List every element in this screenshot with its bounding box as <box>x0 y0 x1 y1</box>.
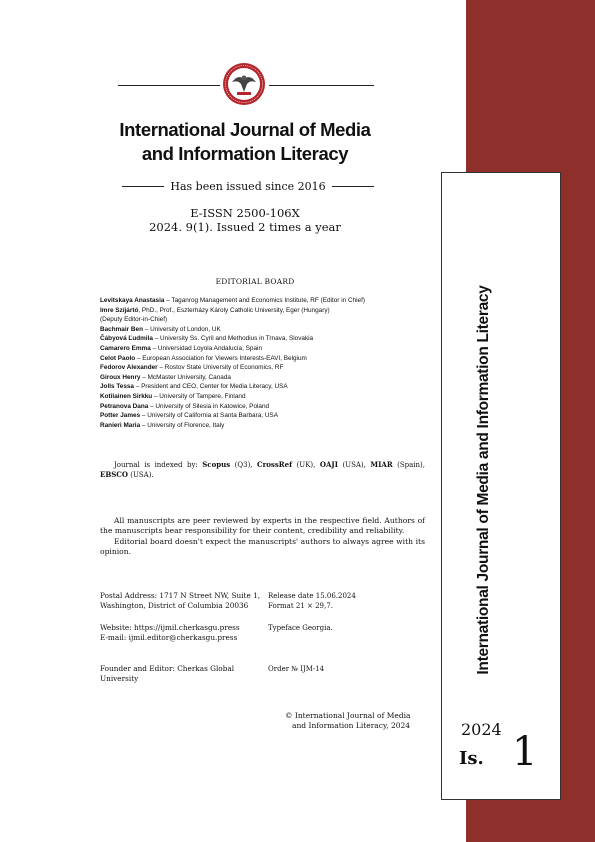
university-seal-logo <box>222 62 266 106</box>
board-member-affiliation: – University of London, UK <box>142 325 221 333</box>
index-database-name: OAJI <box>319 460 338 469</box>
board-member-name: Camarero Emma <box>100 344 151 352</box>
postal-line2: Washington, District of Columbia 20036 <box>100 601 249 610</box>
side-year: 2024 <box>461 720 502 739</box>
board-member <box>100 296 430 306</box>
board-member-affiliation: – University Ss. Cyril and Methodius in Trnava, Slovakia <box>152 335 314 343</box>
website: Website: https://ijmil.cherkasgu.press <box>100 623 240 632</box>
board-member-name: Čábyová Ľudmila <box>100 335 153 343</box>
board-member-affiliation: – McMaster University, Canada <box>140 373 231 381</box>
index-database-name: CrossRef <box>257 460 293 469</box>
indexing-statement <box>100 460 425 480</box>
board-member <box>100 354 430 364</box>
board-member <box>100 306 430 316</box>
release-date: Release date 15.06.2024 <box>268 592 356 600</box>
founder-line2: University <box>100 674 139 683</box>
journal-title-line2: and Information Literacy <box>141 143 349 164</box>
side-journal-title: International Journal of Media and Information Literacy <box>475 285 492 675</box>
board-member-affiliation: , PhD., Prof., Eszterházy Károly Catholic University, Eger (Hungary) <box>138 306 330 314</box>
peer-review-paragraph-2: Editorial board doesn't expect the manuscripts' authors to always agree with its opinion. <box>100 536 425 556</box>
founder <box>100 664 234 684</box>
board-member <box>100 344 430 354</box>
board-member <box>100 411 430 421</box>
issn-block <box>110 206 380 234</box>
board-member-name: Giroux Henry <box>100 373 141 381</box>
board-member <box>100 315 430 325</box>
side-issue-label: Is. <box>459 748 484 769</box>
board-member-affiliation: – University of Tampere, Finland <box>152 392 246 400</box>
journal-title-line1: International Journal of Media <box>119 119 371 140</box>
board-member-name: Jolls Tessa <box>100 383 134 391</box>
index-database-note: (Spain), <box>392 461 426 469</box>
board-member <box>100 382 430 392</box>
board-member-affiliation: – President and CEO, Center for Media Literacy, USA <box>133 383 288 391</box>
board-member-name: Ranieri Maria <box>100 421 141 429</box>
issued-rule-right <box>332 186 374 187</box>
board-member-name: Kotilainen Sirkku <box>100 392 153 400</box>
board-member-name: Fedorov Alexander <box>100 364 158 372</box>
issue-line: 2024. 9(1). Issued 2 times a year <box>149 220 341 234</box>
editorial-board-list <box>100 296 430 430</box>
board-member-affiliation: – Universidad Loyola Andalucía, Spain <box>150 344 262 352</box>
order-number: Order № IJM-14 <box>268 665 325 673</box>
issued-rule-left <box>122 186 164 187</box>
founder-line1: Founder and Editor: Cherkas Global <box>100 664 235 673</box>
board-member <box>100 421 430 431</box>
board-member <box>100 363 430 373</box>
issued-since-row <box>122 178 374 194</box>
board-member <box>100 373 430 383</box>
copyright-line1: © International Journal of Media <box>285 711 411 720</box>
editorial-board-heading: EDITORIAL BOARD <box>215 277 295 286</box>
release-info <box>268 591 356 611</box>
contacts <box>100 623 240 643</box>
side-issue-number: 1 <box>512 729 538 775</box>
board-member-name: Celot Paolo <box>100 354 136 362</box>
index-database-note: (UK), <box>292 461 320 469</box>
postal-line1: Postal Address: 1717 N Street NW, Suite 1, <box>100 591 261 600</box>
board-member <box>100 325 430 335</box>
board-member <box>100 392 430 402</box>
indexed-prefix: Journal is indexed by: <box>114 461 203 469</box>
board-member-affiliation: – University of Florence, Italy <box>140 421 225 429</box>
board-member-affiliation: – University of Silesia in Katowice, Poland <box>148 402 270 410</box>
side-panel <box>441 172 561 800</box>
index-database-name: EBSCO <box>100 470 128 479</box>
board-member-name: Levitskaya Anastasia <box>100 297 165 304</box>
board-member <box>100 402 430 412</box>
peer-review-statement <box>100 516 425 557</box>
board-member-affiliation: – University of California at Santa Barbara, USA <box>140 412 278 420</box>
index-database-note: (USA). <box>127 471 154 479</box>
logo-rule-right <box>269 85 374 86</box>
board-member-affiliation: – Rostov State University of Economics, RF <box>157 364 284 372</box>
copyright <box>285 711 435 731</box>
board-member-affiliation: – European Association for Viewers Interests-EAVI, Belgium <box>135 354 307 362</box>
board-member <box>100 334 430 344</box>
index-database-name: Scopus <box>202 460 231 469</box>
issued-since: Has been issued since 2016 <box>170 179 326 193</box>
logo-rule-left <box>118 85 220 86</box>
index-database-name: MIAR <box>370 460 393 469</box>
postal-address <box>100 591 260 611</box>
email: E-mail: ijmil.editor@cherkasgu.press <box>100 633 238 642</box>
index-database-note: (Q3), <box>230 461 257 469</box>
board-member-affiliation: – Taganrog Management and Economics Institute, RF (Editor in Chief) <box>164 297 365 304</box>
journal-title <box>95 118 395 166</box>
index-database-note: (USA), <box>337 461 371 469</box>
typeface: Typeface Georgia. <box>268 624 333 632</box>
board-member-name: Imre Szíjártó <box>100 306 139 314</box>
peer-review-paragraph-1: All manuscripts are peer reviewed by experts in the respective field. Authors of the manuscripts bear responsibility for their content, credibility and reliability. <box>100 516 425 536</box>
board-member-name: Potter James <box>100 412 141 420</box>
board-member-affiliation: (Deputy Editor-in-Chief) <box>100 316 168 324</box>
board-member-name: Petranova Dana <box>100 402 149 410</box>
format: Format 21 × 29,7. <box>268 602 333 610</box>
issn: E-ISSN 2500-106X <box>190 206 300 220</box>
copyright-line2: and Information Literacy, 2024 <box>292 721 411 730</box>
board-member-name: Bachmair Ben <box>100 325 143 333</box>
